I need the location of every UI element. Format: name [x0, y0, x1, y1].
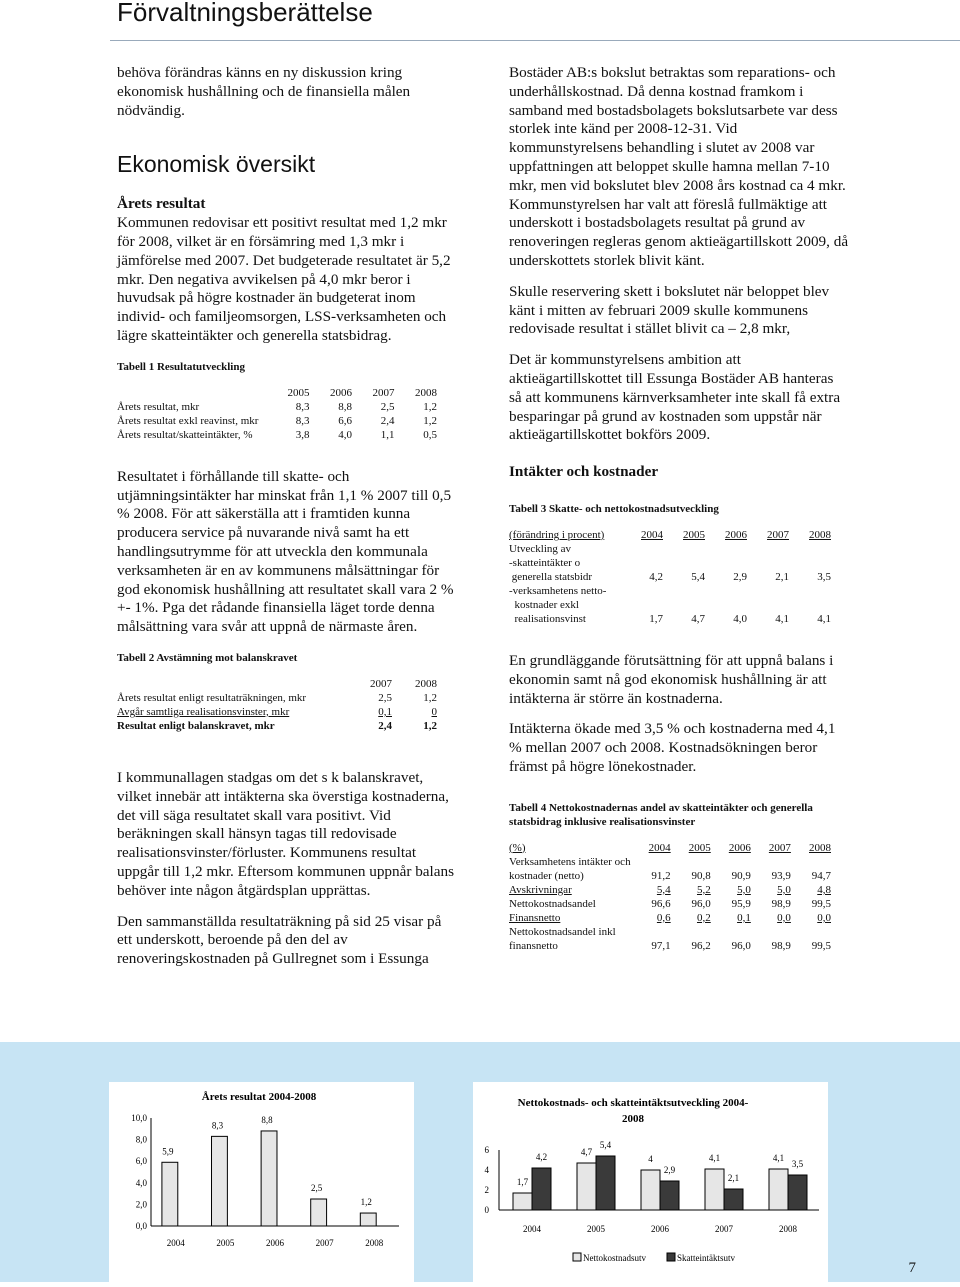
cell: 0,6 [656, 911, 671, 924]
legend-label: Nettokostnadsutv [583, 1253, 646, 1263]
data-label: 8,3 [211, 1120, 224, 1131]
cell: 2,4 [380, 414, 395, 427]
cell: 93,9 [771, 869, 791, 882]
cell: 90,8 [691, 869, 711, 882]
chart-box-2 [473, 1082, 828, 1282]
row-label: -verksamhetens netto- [509, 584, 607, 597]
y-tick-label: 0 [484, 1205, 489, 1215]
cell: 2,1 [775, 570, 789, 583]
y-tick-label: 2,0 [135, 1199, 147, 1210]
cell: 3,5 [817, 570, 831, 583]
bar-skatteintakt [724, 1189, 743, 1210]
left-column [117, 64, 457, 969]
x-tick-label: 2007 [315, 1238, 334, 1248]
bar-nettokostnad [577, 1163, 596, 1210]
cell: 99,5 [811, 939, 831, 952]
bar-skatteintakt [660, 1181, 679, 1210]
cell: 98,9 [771, 939, 791, 952]
table2-caption: Tabell 2 Avstämning mot balanskravet [117, 651, 298, 664]
cell: 1,2 [423, 691, 437, 704]
cell: 0,1 [378, 705, 392, 718]
table-row [117, 414, 437, 428]
cell: 0 [431, 705, 437, 718]
table3-header-label: (förändring i procent) [509, 528, 605, 541]
y-tick-label: 8,0 [135, 1134, 147, 1145]
row-label: finansnetto [509, 939, 558, 952]
legend-swatch [667, 1253, 675, 1261]
cell: 4,8 [817, 883, 831, 896]
table-row [509, 897, 831, 911]
cell: 94,7 [811, 869, 831, 882]
row-label: Avgår samtliga realisationsvinster, mkr [117, 705, 290, 718]
row-label: Nettokostnadsandel [509, 897, 596, 910]
table1 [117, 386, 437, 442]
cell: 95,9 [731, 897, 751, 910]
section-title: Ekonomisk översikt [117, 151, 316, 178]
data-label: 2,9 [663, 1165, 676, 1175]
cell: 4,0 [338, 428, 352, 441]
data-label: 4,2 [535, 1152, 548, 1162]
y-tick-label: 4 [484, 1165, 489, 1175]
cell: 2,4 [378, 719, 392, 732]
header-rule [110, 40, 960, 41]
bar-nettokostnad [513, 1193, 532, 1210]
table-row [509, 598, 831, 612]
table-row [509, 939, 831, 953]
chart-band [0, 1042, 960, 1282]
table-row [117, 400, 437, 414]
right-paragraph-1: Bostäder AB:s bokslut betraktas som reparations- och underhållskostnad. Då denna kostnad framkom i samband med bostadsbolagets bokslutsarbete var dess storlek inte känd per 2008-12-31. Vid kommunstyrelsens behandling i slutet av 2008 var uppfattningen att beloppet skulle hamna mellan 7-10 mkr, men vid bokslutet blev 2008 års kostnad ca 4 mkr. Kommunstyrelsen har valt att föreslå fullmäktige att underskott i bostadsbolagets resultat på grund av renoveringen regleras genom aktieägartillskott 2009, då underskottets storlek blivit känt. [509, 64, 849, 269]
row-label: Årets resultat enligt resultaträkningen, mkr [117, 691, 307, 704]
data-label: 5,9 [162, 1146, 174, 1157]
cell: 97,1 [651, 939, 671, 952]
table-row [117, 719, 437, 733]
cell: 0,2 [696, 911, 711, 924]
data-label: 1,2 [360, 1197, 372, 1208]
bar [212, 1136, 228, 1226]
cell: 4,1 [817, 612, 831, 625]
utveckling-chart [473, 1082, 828, 1282]
cell: 1,1 [380, 428, 395, 441]
cell: 98,9 [771, 897, 791, 910]
table1-year: 2007 [372, 386, 395, 399]
x-tick-label: 2006 [651, 1224, 669, 1234]
data-label: 4,1 [772, 1153, 785, 1163]
table3-year: 2005 [683, 528, 705, 541]
paragraph-4: Den sammanställda resultaträkning på sid 25 visar på ett underskott, beroende på den del av renoveringskostnaden på Gullregnet som i Essunga [117, 912, 442, 968]
cell: 4,0 [733, 612, 747, 625]
table-row [509, 584, 831, 598]
row-label: Resultat enligt balanskravet, mkr [117, 719, 275, 732]
cell: 91,2 [651, 869, 671, 882]
cell: 8,3 [295, 414, 310, 427]
intro-paragraph: behöva förändras känns en ny diskussion kring ekonomisk hushållning och de finansiella målen nödvändig. [117, 64, 411, 119]
x-tick-label: 2004 [523, 1224, 541, 1234]
cell: 96,2 [691, 939, 711, 952]
cell: 0,0 [817, 911, 831, 924]
table-row [509, 883, 831, 897]
x-tick-label: 2004 [166, 1238, 185, 1248]
paragraph-2: Resultatet i förhållande till skatte- och utjämningsintäkter har minskat från 1,1 % 2007 till 0,5 % 2008. För att säkerställa att i framtiden kunna producera service på nuvarande nivå samt ha ett handlingsutrymme för att utveckla den kommunala verksamheten är en av kommunens målsättningar för god ekonomisk hushållning att resultatet skall vara 2 % +- 1%. Pga det rådande finansiella läget torde denna målsättning vara svår att uppnå de närmaste åren. [117, 467, 454, 636]
table-row [509, 911, 831, 925]
row-label: kostnader (netto) [509, 869, 584, 882]
table-row [509, 556, 831, 570]
paragraph-3: I kommunallagen stadgas om det s k balanskravet, vilket innebär att intäkterna ska överstiga kostnaderna, det vill säga resultatet skall vara positivt. Vid beräkningen skall hänsyn tagas till redovisade realisationsvinster/förluster. Kommunens resultat uppgår till 1,2 mkr. Eftersom kommunen uppnår balans behöver inte någon åtgärdsplan upprättas. [117, 768, 455, 899]
row-label: Årets resultat exkl reavinst, mkr [117, 414, 259, 427]
table3-year: 2004 [641, 528, 663, 541]
data-label: 4,1 [708, 1153, 721, 1163]
row-label: Avskrivningar [509, 883, 572, 896]
cell: 1,2 [423, 400, 437, 413]
row-label: Utveckling av [509, 542, 572, 555]
cell: 4,7 [691, 612, 705, 625]
table2 [117, 677, 437, 733]
cell: 0,1 [737, 911, 751, 924]
cell: 0,0 [777, 911, 791, 924]
y-tick-label: 6,0 [135, 1156, 147, 1167]
x-tick-label: 2007 [715, 1224, 733, 1234]
data-label: 4 [648, 1154, 653, 1164]
chart-box-1 [109, 1082, 414, 1282]
cell: 8,3 [295, 400, 310, 413]
y-tick-label: 0,0 [135, 1221, 147, 1231]
table1-year: 2008 [415, 386, 437, 399]
table-row [509, 612, 831, 626]
page-header [0, 0, 960, 44]
table4-header [509, 841, 831, 855]
table2-year: 2008 [415, 677, 437, 690]
table-row [117, 705, 437, 719]
bar-skatteintakt [788, 1175, 807, 1210]
cell: 2,5 [378, 691, 392, 704]
table1-caption: Tabell 1 Resultatutveckling [117, 360, 245, 373]
x-tick-label: 2008 [365, 1238, 384, 1248]
row-label: realisationsvinst [509, 612, 586, 625]
table2-year: 2007 [370, 677, 392, 690]
cell: 96,0 [691, 897, 711, 910]
chart-title: Årets resultat 2004-2008 [201, 1091, 317, 1103]
row-label: Årets resultat/skatteintäkter, % [117, 428, 253, 441]
y-tick-label: 4,0 [135, 1177, 147, 1188]
table4-year: 2005 [688, 841, 711, 854]
cell: 90,9 [731, 869, 751, 882]
table3 [509, 528, 831, 626]
y-tick-label: 2 [484, 1185, 489, 1195]
right-column [509, 64, 849, 953]
right-paragraph-2: Skulle reservering skett i bokslutet när beloppet blev känt i mitten av februari 2009 skulle kommunens redovisade resultat i stället blivit ca – 2,8 mkr, [509, 282, 830, 338]
cell: 5,0 [777, 883, 791, 896]
legend-label: Skatteintäktsutv [677, 1253, 735, 1263]
right-paragraph-4: En grundläggande förutsättning för att uppnå balans i ekonomin samt nå god ekonomisk hushållning är att intäkterna är större än kostnaderna. [509, 651, 834, 707]
table-row [117, 691, 437, 705]
data-label: 1,7 [516, 1177, 529, 1187]
table-row [509, 869, 831, 883]
table3-year: 2006 [725, 528, 747, 541]
x-tick-label: 2005 [216, 1238, 235, 1248]
row-label: generella statsbidr [509, 570, 593, 583]
arets-resultat-chart [109, 1082, 414, 1282]
row-label: Årets resultat, mkr [117, 400, 200, 413]
cell: 5,0 [737, 883, 751, 896]
cell: 6,6 [338, 414, 352, 427]
x-tick-label: 2008 [779, 1224, 797, 1234]
bar [360, 1213, 376, 1226]
cell: 4,1 [775, 612, 789, 625]
chart-title-line2: 2008 [622, 1113, 644, 1125]
table-row [509, 855, 831, 869]
table4-header-label: (%) [509, 841, 526, 854]
bar-skatteintakt [532, 1168, 551, 1210]
table-row [509, 542, 831, 556]
intakter-heading: Intäkter och kostnader [509, 463, 659, 481]
data-label: 2,5 [311, 1183, 323, 1193]
page-number: 7 [908, 1260, 916, 1276]
bar-nettokostnad [705, 1169, 724, 1210]
table3-year: 2008 [809, 528, 831, 541]
cell: 5,4 [691, 570, 705, 583]
cell: 0,5 [423, 428, 437, 441]
table4 [509, 841, 831, 953]
right-paragraph-3: Det är kommunstyrelsens ambition att aktieägartillskottet till Essunga Bostäder AB hanteras så att kommunens kärnverksamheter inte skall få extra besparingar på grund av kostnaden som uppstår när aktieägartillskottet bokförs 2009. [509, 351, 841, 444]
cell: 4,2 [649, 570, 663, 583]
cell: 5,2 [696, 883, 711, 896]
row-label: Finansnetto [509, 911, 561, 924]
arets-resultat-heading: Årets resultat [117, 195, 206, 213]
bar-skatteintakt [596, 1156, 615, 1210]
cell: 2,5 [380, 400, 395, 413]
table3-year: 2007 [767, 528, 789, 541]
cell: 99,5 [811, 897, 831, 910]
table1-year: 2006 [330, 386, 352, 399]
table3-caption: Tabell 3 Skatte- och nettokostnadsutveckling [509, 502, 719, 515]
table4-year: 2008 [809, 841, 831, 854]
bar-nettokostnad [641, 1170, 660, 1210]
table4-year: 2006 [728, 841, 751, 854]
table2-header [117, 677, 437, 691]
table3-header [509, 528, 831, 542]
data-label: 3,5 [791, 1159, 804, 1169]
data-label: 2,1 [727, 1173, 740, 1183]
cell: 1,7 [649, 612, 663, 625]
data-label: 4,7 [580, 1147, 593, 1157]
cell: 5,4 [656, 883, 671, 896]
cell: 1,2 [423, 719, 437, 732]
table-row [509, 570, 831, 584]
table1-header [117, 386, 437, 400]
page-title: Förvaltningsberättelse [117, 0, 373, 27]
cell: 2,9 [733, 570, 747, 583]
bar [261, 1131, 277, 1226]
table4-year: 2007 [768, 841, 791, 854]
row-label: -skatteintäkter o [509, 556, 581, 569]
data-label: 5,4 [599, 1140, 612, 1150]
row-label: kostnader exkl [509, 598, 579, 611]
table4-caption: Tabell 4 Nettokostnadernas andel av skatteintäkter och generella statsbidrag inklusive realisationsvinster [509, 801, 813, 828]
legend-swatch [573, 1253, 581, 1261]
table4-year: 2004 [648, 841, 671, 854]
x-tick-label: 2006 [266, 1238, 284, 1248]
table-row [117, 428, 437, 442]
cell: 3,8 [295, 428, 310, 441]
y-tick-label: 10,0 [131, 1113, 147, 1123]
right-paragraph-5: Intäkterna ökade med 3,5 % och kostnaderna med 4,1 % mellan 2007 och 2008. Kostnadsökningen beror främst på högre lönekostnader. [509, 720, 836, 775]
table1-year: 2005 [287, 386, 310, 399]
bar [311, 1199, 327, 1226]
bar-nettokostnad [769, 1169, 788, 1210]
chart-title: Nettokostnads- och skatteintäktsutveckling 2004- [517, 1097, 749, 1109]
row-label: Nettokostnadsandel inkl [509, 925, 616, 938]
cell: 96,0 [731, 939, 751, 952]
data-label: 8,8 [261, 1114, 273, 1125]
cell: 1,2 [423, 414, 437, 427]
y-tick-label: 6 [484, 1145, 489, 1155]
x-tick-label: 2005 [587, 1224, 605, 1234]
row-label: Verksamhetens intäkter och [509, 855, 631, 868]
bar [162, 1162, 178, 1226]
table-row [509, 925, 831, 939]
cell: 8,8 [338, 400, 352, 413]
cell: 96,6 [651, 897, 671, 910]
arets-resultat-text: Kommunen redovisar ett positivt resultat med 1,2 mkr för 2008, vilket är en försämring med 1,3 mkr i jämförelse med 2007. Det budgeterade resultatet är 5,2 mkr. Den negativa avvikelsen på 4,0 mkr beror i huvudsak på högre kostnader än budgeterat inom individ- och familjeomsorgen, LSS-verksamheten och lägre skatteintäkter och generella statsbidrag. [117, 214, 451, 344]
